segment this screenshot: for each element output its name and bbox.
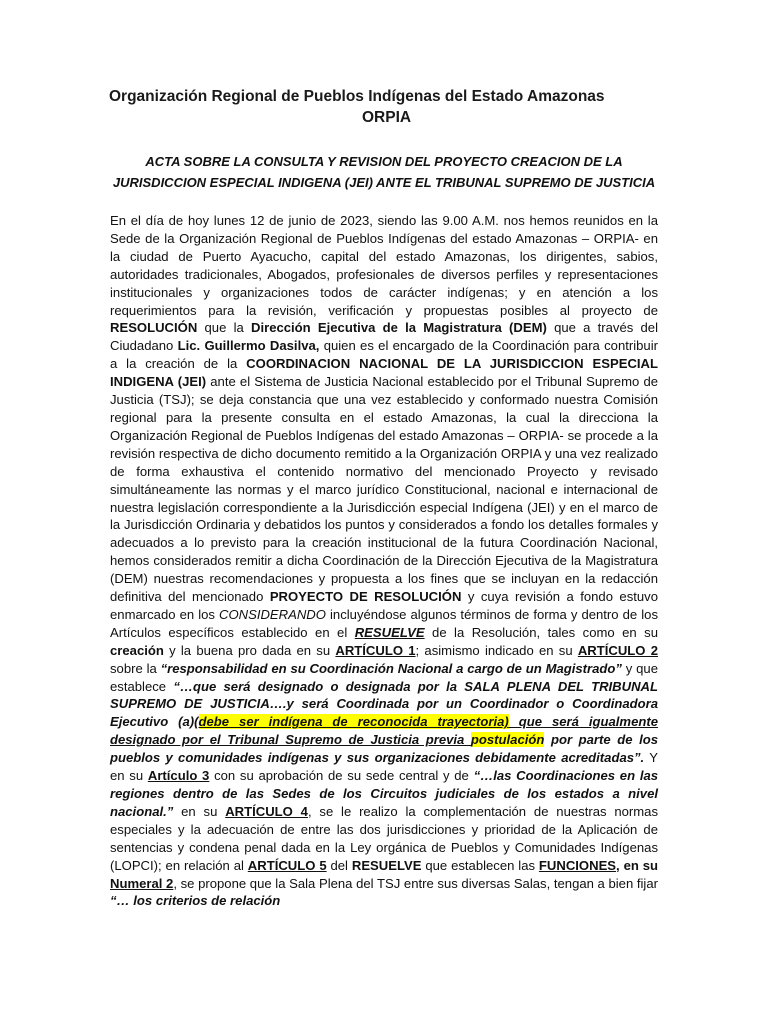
quoted-text: “responsabilidad en su Coordinación Nacional a cargo de un Magistrado” <box>160 660 622 676</box>
organization-acronym: ORPIA <box>362 109 412 126</box>
body-text: quien es el encargado de la Coordinación para contribuir a la creación de la <box>110 338 658 372</box>
document-title <box>110 151 658 193</box>
body-text: sobre la <box>110 660 161 676</box>
body-text: en su <box>173 803 226 819</box>
organization-name: Organización Regional de Pueblos Indígenas del Estado Amazonas <box>109 88 605 105</box>
document-title-line-2: JURISDICCION ESPECIAL INDIGENA (JEI) ANTE EL TRIBUNAL SUPREMO DE JUSTICIA <box>112 175 656 190</box>
body-text: , se propone que la Sala Plena del TSJ entre sus diversas Salas, tengan a bien fijar <box>173 875 658 891</box>
bold-term: Lic. Guillermo Dasilva, <box>177 338 320 354</box>
body-text: Y en su <box>110 750 658 784</box>
bold-term: Dirección Ejecutiva de la Magistratura (DEM) <box>251 320 547 336</box>
quoted-text: que será igualmente designado por el Tribunal Supremo de Justicia previa <box>110 714 658 748</box>
underlined-term: FUNCIONES <box>538 857 617 873</box>
quoted-text: “…las Coordinaciones en las regiones dentro de las Sedes de los Circuitos judiciales de los estados a nivel nacional.” <box>110 768 659 819</box>
document-body <box>110 212 658 910</box>
body-text: , se le realizo la complementación de nuestras normas especiales y la adecuación de entre las dos jurisdicciones y prioridad de la Aplicación de sentencias y condena penal dada en la Ley orgánica de Pueblos y Comunidades Indígenas (LOPCI); en relación al <box>110 803 659 873</box>
bold-term: RESUELVE <box>351 857 422 873</box>
italic-term: CONSIDERANDO <box>219 606 326 622</box>
body-text: y la buena pro dada en su <box>163 642 336 658</box>
quoted-text: “…que será designado o designada por la SALA PLENA DEL TRIBUNAL SUPREMO DE JUSTICIA….y será Coordinada por un Coordinador o Coordinadora Ejecutivo (a)( <box>110 678 658 730</box>
body-text: En el día de hoy lunes 12 de junio de 2023, siendo las 9.00 A.M. nos hemos reunidos en la Sede de la Organización Regional de Pueblos Indígenas del estado Amazonas – ORPIA- en la ciudad de Puerto Ayacucho, capital del estado Amazonas, los dirigentes, sabios, autoridades tradicionales, Abogados, profesionales de diversos perfiles y representaciones institucionales y organizaciones todos de carácter indígenas; y en atención a los requerimientos para la revisión, verificación y propuestas posibles al proyecto de <box>110 213 658 318</box>
body-text: incluyéndose algunos términos de forma y dentro de los Artículos específicos establecido en el <box>110 606 658 640</box>
body-text: de la Resolución, tales como en su <box>424 624 658 640</box>
article-reference: ARTÍCULO 2 <box>577 642 659 658</box>
body-text: que establecen las <box>421 857 539 873</box>
quoted-text: por parte de los pueblos y comunidades indígenas y sus organizaciones debidamente acreditadas”. <box>110 732 658 766</box>
body-text: y que establece <box>110 660 658 694</box>
bold-term: creación <box>110 642 164 658</box>
body-text: con su aprobación de su sede central y de <box>209 768 474 784</box>
article-reference: Artículo 3 <box>147 768 210 784</box>
article-reference: ARTÍCULO 4 <box>225 803 308 819</box>
article-reference: ARTÍCULO 1 <box>335 642 416 658</box>
body-text: que a través del Ciudadano <box>110 320 658 354</box>
highlighted-text: postulación <box>470 732 545 748</box>
bold-term: COORDINACION NACIONAL DE LA JURISDICCION ESPECIAL INDIGENA (JEI) <box>110 356 658 390</box>
highlighted-text: debe ser indígena de reconocida trayectoria) <box>198 714 509 730</box>
underlined-term: Numeral 2 <box>110 875 174 891</box>
bold-term: PROYECTO DE RESOLUCIÓN <box>269 589 462 605</box>
underlined-term: RESUELVE <box>354 624 425 640</box>
bold-term: , en su <box>616 857 659 873</box>
body-text: ; asimismo indicado en su <box>415 642 578 658</box>
quoted-text: “… los criterios de relación <box>110 893 281 909</box>
body-text: y cuya revisión a fondo estuvo enmarcado en los <box>110 589 658 622</box>
body-text: del <box>326 857 352 873</box>
document-title-line-1: ACTA SOBRE LA CONSULTA Y REVISION DEL PROYECTO CREACION DE LA <box>145 154 623 169</box>
article-reference: ARTÍCULO 5 <box>247 857 327 873</box>
body-text: ante el Sistema de Justicia Nacional establecido por el Tribunal Supremo de Justicia (TSJ); se deja constancia que una vez establecido y conformado nuestra Comisión regional para la presente consulta en el estado Amazonas, la cual la direcciona la Organización Regional de Pueblos Indígenas del estado Amazonas – ORPIA- se procede a la revisión respectiva de dicho documento remitido a la Organización ORPIA y una vez realizado de forma exhaustiva el contenido normativo del mencionado Proyecto y revisado simultáneamente las normas y el marco jurídico Constitucional, nacional e internacional de nuestra legislación correspondiente a la Jurisdicción especial Indígena (JEI) y en el marco de la Jurisdicción Ordinaria y debatidos los puntos y considerados a fondo los detalles formales y adecuados a lo previsto para la creación institucional de la futura Coordinación Nacional, hemos considerados remitir a dicha Coordinación de la Dirección Ejecutiva de la Magistratura (DEM) nuestras recomendaciones y propuesta a los fines que se incluyan en la redacción definitiva del mencionado <box>110 374 659 605</box>
body-text: que la <box>197 320 251 336</box>
bold-term: RESOLUCIÓN <box>110 320 198 336</box>
organization-header <box>109 86 669 128</box>
